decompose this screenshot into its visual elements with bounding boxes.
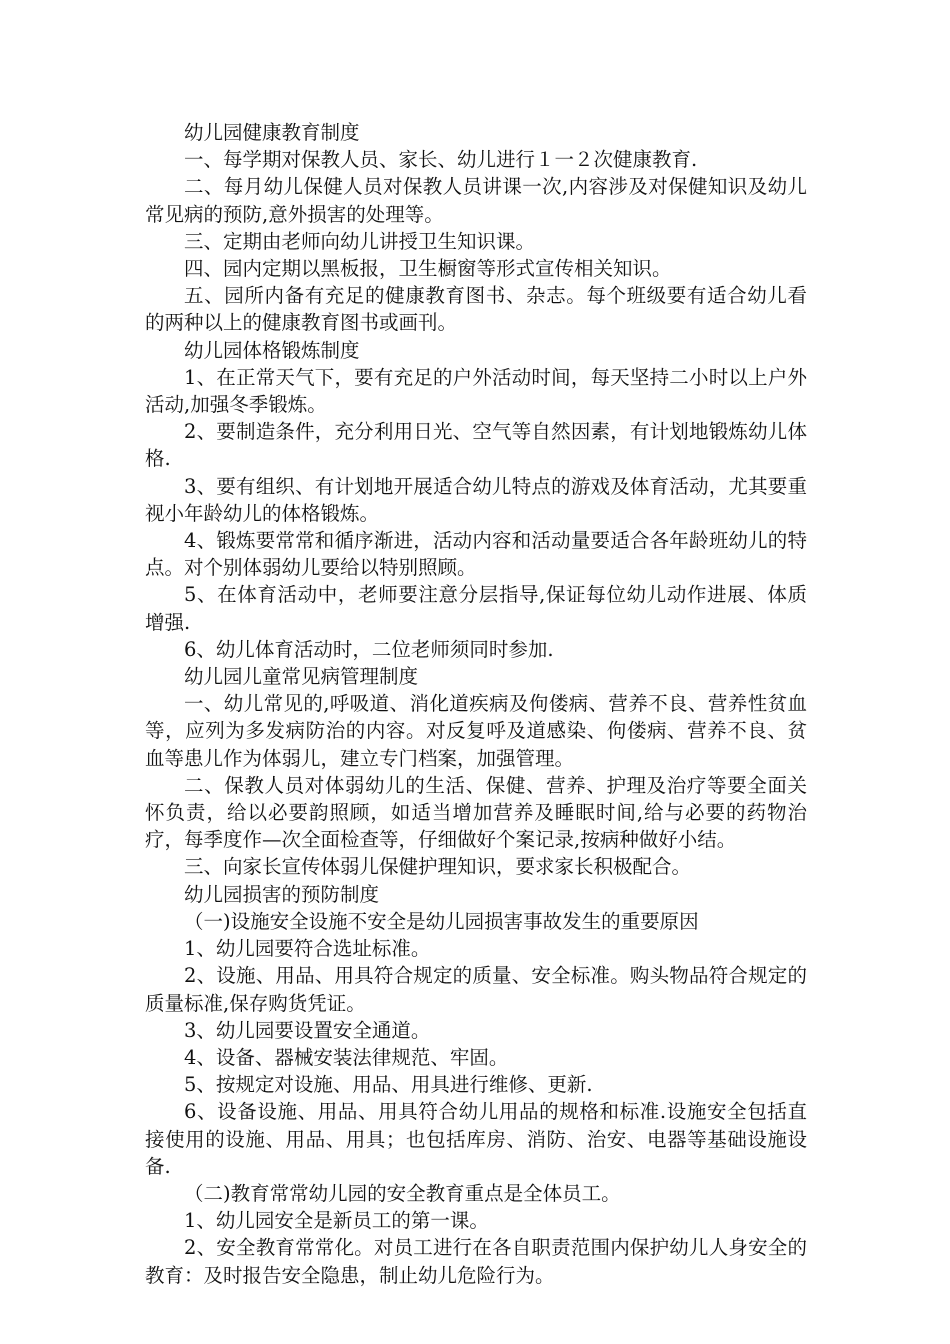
paragraph: 6、幼儿体育活动时，二位老师须同时参加. — [184, 637, 554, 661]
paragraph: 1、幼儿园要符合选址标准。 — [184, 937, 431, 961]
paragraph: 2、要制造条件，充分利用日光、空气等自然因素，有计划地锻炼幼儿体格. — [145, 420, 807, 471]
paragraph: 3、幼儿园要设置安全通道。 — [184, 1018, 431, 1042]
paragraph: 二、保教人员对体弱幼儿的生活、保健、营养、护理及治疗等要全面关怀负责，给以必要韵照顾，如适当增加营养及睡眠时间,给与必要的药物治疗，每季度作—次全面检查等，仔细做好个案记录,按病种做好小结。 — [145, 773, 807, 852]
paragraph: 4、设备、器械安装法律规范、牢固。 — [184, 1045, 509, 1069]
subsection-heading: （二)教育常常幼儿园的安全教育重点是全体员工。 — [184, 1181, 621, 1205]
subsection-heading: （一)设施安全设施不安全是幼儿园损害事故发生的重要原因 — [184, 909, 699, 933]
paragraph: 三、向家长宣传体弱儿保健护理知识，要求家长积极配合。 — [184, 855, 692, 879]
paragraph: 5、在体育活动中，老师要注意分层指导,保证每位幼儿动作进展、体质增强. — [145, 583, 807, 634]
paragraph: 三、定期由老师向幼儿讲授卫生知识课。 — [184, 229, 536, 253]
paragraph: 5、按规定对设施、用品、用具进行维修、更新. — [184, 1073, 593, 1097]
paragraph: 一、每学期对保教人员、家长、幼儿进行１一２次健康教育. — [184, 148, 698, 172]
paragraph: 1、在正常天气下，要有充足的户外活动时间，每天坚持二小时以上户外活动,加强冬季锻炼。 — [145, 365, 807, 417]
section-title-injury-prevention: 幼儿园损害的预防制度 — [184, 882, 380, 906]
document-body — [145, 119, 807, 1289]
section-title-health-education: 幼儿园健康教育制度 — [184, 121, 360, 144]
paragraph: 一、幼儿常见的,呼吸道、消化道疾病及佝偻病、营养不良、营养性贫血等，应列为多发病防治的内容。对反复呼及道感染、佝偻病、营养不良、贫血等患儿作为体弱儿，建立专门档案，加强管理。 — [145, 692, 807, 770]
paragraph: 二、每月幼儿保健人员对保教人员讲课一次,内容涉及对保健知识及幼儿常见病的预防,意外损害的处理等。 — [145, 175, 807, 226]
section-title-physical-exercise: 幼儿园体格锻炼制度 — [184, 338, 360, 362]
paragraph: 3、要有组织、有计划地开展适合幼儿特点的游戏及体育活动，尤其要重视小年龄幼儿的体格锻炼。 — [145, 474, 807, 525]
section-title-common-illness: 幼儿园儿童常见病管理制度 — [184, 665, 419, 689]
paragraph: 1、幼儿园安全是新员工的第一课。 — [184, 1209, 489, 1233]
paragraph: 2、安全教育常常化。对员工进行在各自职责范围内保护幼儿人身安全的教育：及时报告安全隐患，制止幼儿危险行为。 — [145, 1236, 807, 1287]
paragraph: 四、园内定期以黑板报，卫生橱窗等形式宣传相关知识。 — [184, 257, 672, 281]
paragraph: 五、园所内备有充足的健康教育图书、杂志。每个班级要有适合幼儿看的两种以上的健康教育图书或画刊。 — [145, 284, 807, 335]
paragraph: 4、锻炼要常常和循序渐进，活动内容和活动量要适合各年龄班幼儿的特点。对个别体弱幼儿要给以特别照顾。 — [145, 529, 807, 580]
paragraph: 2、设施、用品、用具符合规定的质量、安全标准。购头物品符合规定的质量标准,保存购货凭证。 — [145, 964, 807, 1015]
paragraph: 6、设备设施、用品、用具符合幼儿用品的规格和标准.设施安全包括直接使用的设施、用品、用具；也包括库房、消防、治安、电器等基础设施设备. — [145, 1100, 807, 1178]
